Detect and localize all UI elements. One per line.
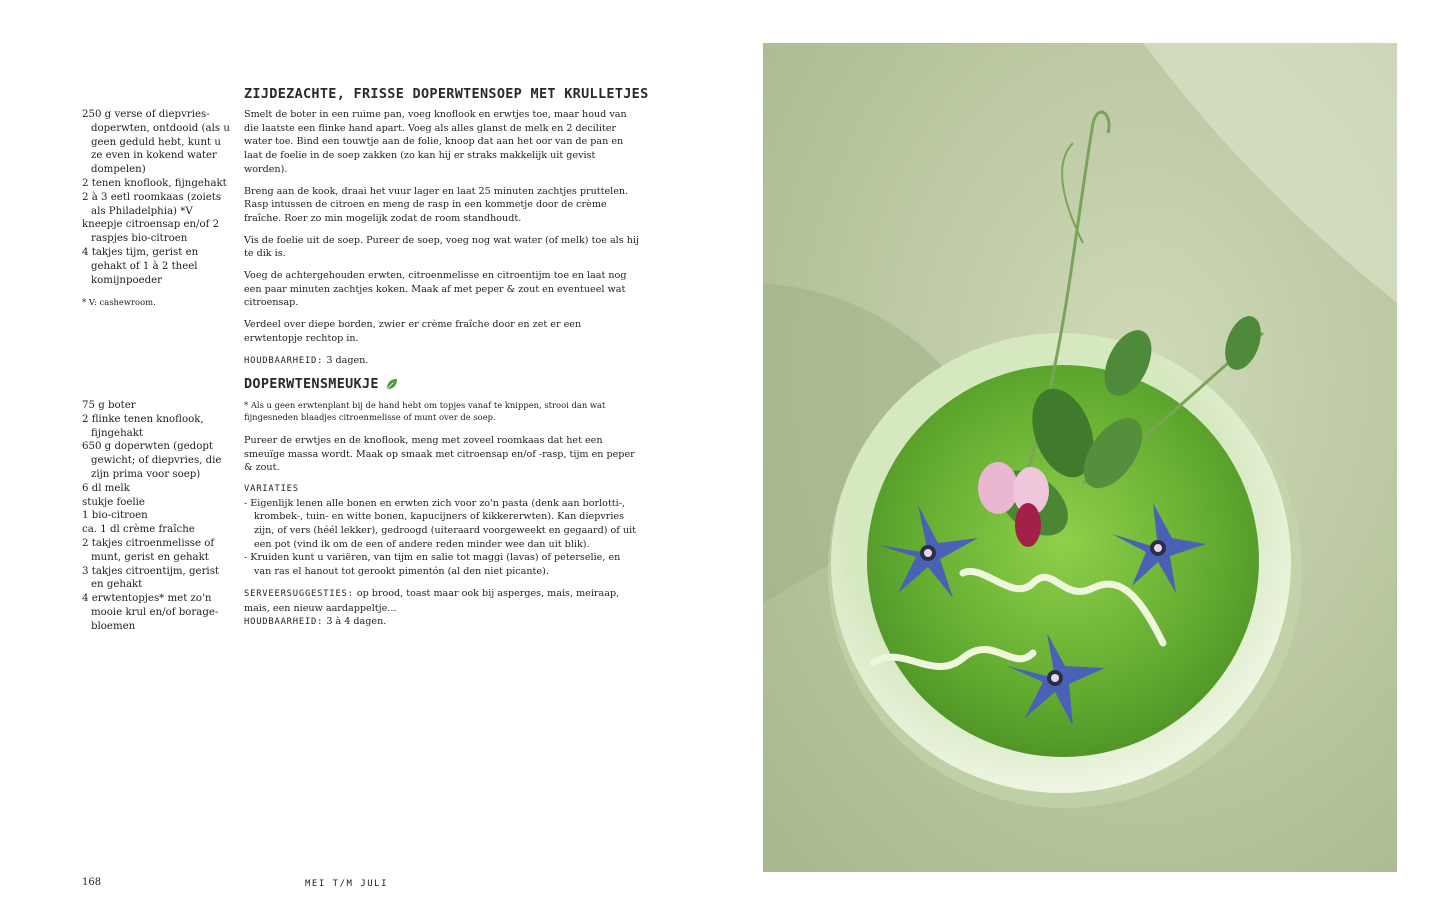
shelf-life-label: HOUDBAARHEID: [244,355,324,366]
ingredient-item: 250 g verse of diepvries-doperwten, ontdooid (als u geen geduld hebt, kunt u ze even in kokend water dompelen) [82,109,230,176]
method-soup [244,108,639,376]
serving-value: op brood, toast maar ook bij asperges, mais, meiraap, mais, een nieuw aardappeltje... [244,587,620,614]
page-number: 168 [82,877,102,888]
shelf-life-label: HOUDBAARHEID: [244,617,324,628]
ingredient-item: kneepje citroensap en/of 2 raspjes bio-citroen [82,219,220,245]
method-paragraph: Breng aan de kook, draai het vuur lager en laat 25 minuten zachtjes pruttelen. Rasp intussen de citroen en meng de rasp in een kommetje door de crème fraîche. Roer zo min mogelijk zodat de room standhoudt. [244,185,629,224]
spread-note: * Als u geen erwtenplant bij de hand hebt om topjes vanaf te knippen, strooi dan wat fijngesneden blaadjes citroenmelisse of munt over de soep. [244,400,606,423]
ingredient-list-spread [82,399,232,634]
leaf-icon [385,378,398,391]
serving-label: SERVEERSUGGESTIES: [244,588,354,599]
ingredient-item: ca. 1 dl crème fraîche [82,524,195,536]
ingredient-item: 4 takjes tijm, gerist en gehakt of 1 à 2 theel komijnpoeder [82,246,199,286]
ingredient-item: 3 takjes citroentijm, gerist en gehakt [82,565,220,591]
recipe-title-soup: ZIJDEZACHTE, FRISSE DOPERWTENSOEP MET KRULLETJES [244,86,649,102]
method-paragraph: Smelt de boter in een ruime pan, voeg knoflook en erwtjes toe, maar houd van die laatste een flinke hand apart. Voeg als alles glanst de melk en 2 deciliter water toe. Bind een touwtje aan de folie, knoop dat aan het oor van de pan en laat de foelie in de soep zakken (zo kan hij er straks makkelijk uit gevist worden). [244,109,627,175]
ingredient-item: stukje foelie [82,496,145,508]
method-paragraph: Voeg de achtergehouden erwten, citroenmelisse en citroentijm toe en laat nog een paar minuten zachtjes koken. Maak af met peper & zout en eventueel wat citroensap. [244,270,627,309]
shelf-life-value: 3 à 4 dagen. [326,616,387,628]
ingredient-item: 4 erwtentopjes* met zo'n mooie krul en/of borage-bloemen [82,593,219,632]
variation-item: - Kruiden kunt u variëren, van tijm en salie tot maggi (lavas) of peterselie, en van ras el hanout tot gerookt pimentón (al den niet picante). [244,552,621,578]
ingredient-note: * V: cashewroom. [82,297,156,308]
serving-suggestions [244,587,639,615]
variation-item: - Eigenlijk lenen alle bonen en erwten zich voor zo'n pasta (denk aan borlotti-, krombek-, tuin- en witte bonen, kapucijners of kikkererwten). Kan diepvries zijn, of vers (héél lekker), gedroogd (uiteraard voorgeweekt en gegaard) of uit een pot (vind ik om de een of andere reden minder wee dan uit blik). [244,497,637,550]
ingredient-item: 650 g doperwten (gedopt gewicht; of diepvries, die zijn prima voor soep) [82,441,222,480]
recipe-title-spread: DOPERWTENSMEUKJE [244,376,379,392]
soup-illustration [763,43,1397,872]
section-title: MEI T/M JULI [305,879,389,889]
ingredient-item: 2 takjes citroenmelisse of munt, gerist en gehakt [82,537,215,563]
ingredient-item: 1 bio-citroen [82,510,148,522]
soup-photo [763,43,1397,872]
shelf-life [244,354,639,369]
ingredient-item: 2 flinke tenen knoflook, fijngehakt [82,413,204,439]
variations-label: VARIATIES [244,483,299,494]
ingredient-item: 6 dl melk [82,482,130,494]
method-spread [244,399,639,630]
ingredient-item: 2 à 3 eetl roomkaas (zoiets als Philadelphia) *V [82,191,222,217]
ingredient-list-soup [82,108,232,310]
recipe-heading-spread [244,376,398,392]
shelf-life [244,615,639,630]
ingredient-item: 75 g boter [82,400,136,411]
method-paragraph: Verdeel over diepe borden, zwier er crème fraîche door en zet er een erwtentopje rechtop in. [244,319,582,344]
ingredient-item: 2 tenen knoflook, fijngehakt [82,177,227,189]
method-paragraph: Vis de foelie uit de soep. Pureer de soep, voeg nog wat water (of melk) toe als hij te dik is. [244,234,639,260]
shelf-life-value: 3 dagen. [326,354,369,366]
method-paragraph: Pureer de erwtjes en de knoflook, meng met zoveel roomkaas dat het een smeuïge massa wordt. Maak op smaak met citroensap en/of -rasp, tijm en peper & zout. [244,434,635,474]
